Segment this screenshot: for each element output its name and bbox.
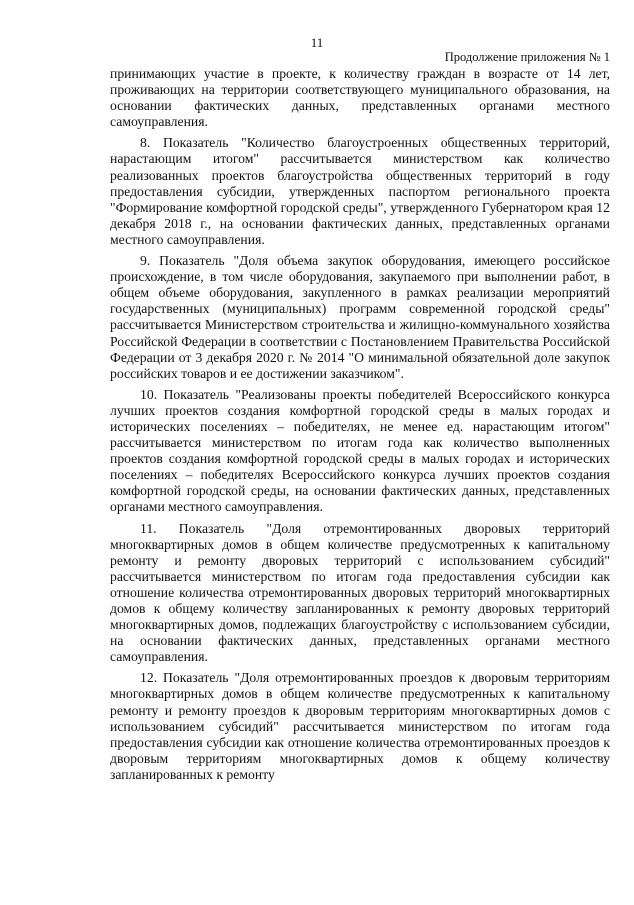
paragraph-item-8: 8. Показатель "Количество благоустроенных общественных территорий, нарастающим итогом" рассчитывается министерством как количество реализованных проектов благоустройства общественных территорий в году предоставления субсидии, утвержденных паспортом регионального проекта "Формирование комфортной городской среды", утвержденного Губернатором края 12 декабря 2018 г., на основании фактических данных, представленных органами местного самоуправления. (110, 135, 610, 247)
document-body (110, 66, 610, 783)
paragraph-item-11: 11. Показатель "Доля отремонтированных дворовых территорий многоквартирных домов в общем количестве предусмотренных к капитальному ремонту и ремонту дворовых территорий с использованием субсидий" рассчитывается министерством по итогам года предоставления субсидии как отношение количества отремонтированных дворовых территорий многоквартирных домов к общему количеству запланированных к ремонту дворовых территорий многоквартирных домов, подлежащих благоустройству с использованием субсидии, на основании фактических данных, представленных органами местного самоуправления. (110, 520, 610, 665)
paragraph-item-12: 12. Показатель "Доля отремонтированных проездов к дворовым территориям многоквартирных домов в общем количестве предусмотренных к капитальному ремонту и ремонту проездов к дворовым территориям многоквартирных домов с использованием субсидий" рассчитывается министерством по итогам года предоставления субсидии как отношение количества отремонтированных проездов к дворовым территориям многоквартирных домов к общему количеству запланированных к ремонту (110, 670, 610, 782)
paragraph-item-9: 9. Показатель "Доля объема закупок оборудования, имеющего российское происхождение, в том числе оборудования, закупаемого при выполнении работ, в общем объеме оборудования, закупленного в рамках реализации мероприятий государственных (муниципальных) программ современной городской среды" рассчитывается Министерством строительства и жилищно-коммунального хозяйства Российской Федерации в соответствии с Постановлением Правительства Российской Федерации от 3 декабря 2020 г. № 2014 "О минимальной обязательной доле закупок российских товаров и ее достижении заказчиком". (110, 253, 610, 381)
paragraph-item-10: 10. Показатель "Реализованы проекты победителей Всероссийского конкурса лучших проектов создания комфортной городской среды в малых городах и исторических поселениях – победителях, не менее ед. нарастающим итогом" рассчитывается министерством по итогам года как количество выполненных проектов создания комфортной городской среды в малых городах и исторических поселениях – победителях Всероссийского конкурса лучших проектов создания комфортной городской среды, на основании фактических данных, представленных органами местного самоуправления. (110, 386, 610, 515)
appendix-continuation-label: Продолжение приложения № 1 (444, 50, 610, 64)
paragraph-continuation: принимающих участие в проекте, к количеству граждан в возрасте от 14 лет, проживающих на территории соответствующего муниципального образования, на основании фактических данных, представленных органами местного самоуправления. (110, 66, 610, 130)
page-number: 11 (310, 35, 324, 50)
